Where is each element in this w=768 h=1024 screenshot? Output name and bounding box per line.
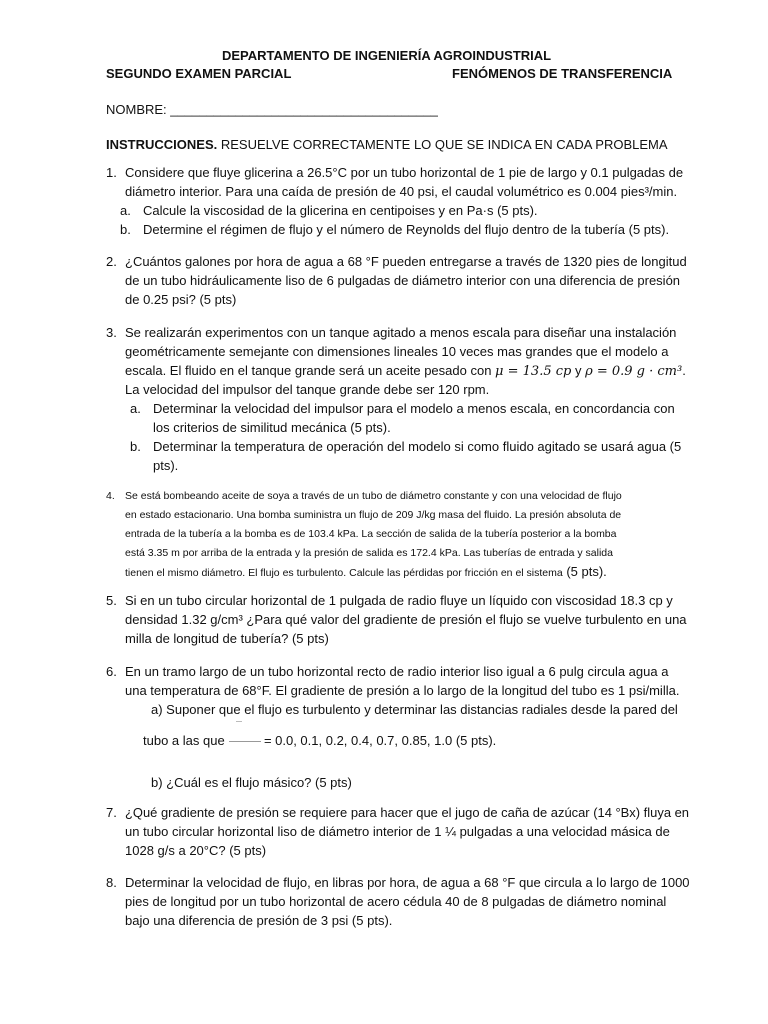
- problem-3-number: 3.: [106, 325, 117, 340]
- problem-8-line: pies de longitud por un tubo horizontal de acero cédula 40 de 8 pulgadas de diámetro nominal: [125, 894, 667, 909]
- problem-1-line: Considere que fluye glicerina a 26.5°C por un tubo horizontal de 1 pie de largo y 0.1 pulgadas de: [125, 165, 684, 180]
- problem-2-number: 2.: [106, 254, 117, 269]
- name-blank: _____________________________________: [170, 102, 438, 117]
- problem-3b-line: pts).: [153, 458, 179, 473]
- problem-6-line: una temperatura de 68°F. El gradiente de presión a lo largo de la longitud del tubo es 1 psi/milla.: [125, 683, 680, 698]
- problem-6a-line-2-values: = 0.0, 0.1, 0.2, 0.4, 0.7, 0.85, 1.0 (5 pts).: [263, 733, 497, 748]
- problem-1b-label: b.: [120, 222, 131, 237]
- problem-4-line: está 3.35 m por arriba de la entrada y la presión de salida es 172.4 kPa. Las tuberías de entrada y salida: [125, 547, 613, 559]
- problem-4-last-text: tienen el mismo diámetro. El flujo es turbulento. Calcule las pérdidas por fricción en el sistema: [125, 567, 563, 579]
- problem-2-line: de 0.25 psi? (5 pts): [125, 292, 237, 307]
- problem-6b-text: b) ¿Cuál es el flujo másico? (5 pts): [151, 775, 352, 790]
- problem-4-points: (5 pts).: [562, 564, 607, 579]
- problem-3a-line: los criterios de similitud mecánica (5 pts).: [153, 420, 391, 435]
- problem-5-line: milla de longitud de tubería? (5 pts): [125, 631, 329, 646]
- problem-3-line: geométricamente semejante con dimensiones lineales 10 veces mas grandes que el modelo a: [125, 344, 669, 359]
- problem-8-line: bajo una diferencia de presión de 3 psi (5 pts).: [125, 913, 393, 928]
- problem-8-number: 8.: [106, 875, 117, 890]
- problem-3b-label: b.: [130, 439, 141, 454]
- problem-6-line: En un tramo largo de un tubo horizontal recto de radio interior liso igual a 6 pulg circula agua a: [125, 664, 669, 679]
- problem-1-number: 1.: [106, 165, 117, 180]
- problem-3a-line: Determinar la velocidad del impulsor para el modelo a menos escala, en concordancia con: [153, 401, 675, 416]
- name-label: NOMBRE:: [106, 102, 167, 117]
- problem-6a-line-2: [143, 731, 496, 750]
- viscosity-formula: μ = 13.5 cp: [495, 364, 572, 379]
- problem-6a-text: a) Suponer que el flujo es turbulento y determinar las distancias radiales desde la pared del: [151, 702, 678, 717]
- problem-7-line: 1028 g/s a 20°C? (5 pts): [125, 843, 267, 858]
- problem-3-conjunction: y: [571, 363, 586, 378]
- problem-7-line: ¿Qué gradiente de presión se requiere para hacer que el jugo de caña de azúcar (14 °Bx) fluya en: [125, 805, 689, 820]
- problem-4-line: entrada de la tubería a la bomba es de 103.4 kPa. La sección de salida de la tubería posterior a la bomba: [125, 528, 617, 540]
- problem-5-line: Si en un tubo circular horizontal de 1 pulgada de radio fluye un líquido con viscosidad 18.3 cp y: [125, 593, 673, 608]
- problem-7-line: un tubo circular horizontal liso de diámetro interior de 1 ¼ pulgadas a una velocidad másica de: [125, 824, 670, 839]
- problem-3a-label: a.: [130, 401, 141, 416]
- problem-1a-label: a.: [120, 203, 131, 218]
- problem-5-line: densidad 1.32 g/cm³ ¿Para qué valor del gradiente de presión el flujo se vuelve turbulento en una: [125, 612, 687, 627]
- problem-3-period: .: [682, 363, 686, 378]
- problem-3-line: Se realizarán experimentos con un tanque agitado a menos escala para diseñar una instalación: [125, 325, 677, 340]
- problem-3-line-3-text: escala. El fluido en el tanque grande será un aceite pesado con: [125, 363, 496, 378]
- problem-2-line: de un tubo hidráulicamente liso de 6 pulgadas de diámetro interior con una diferencia de presión: [125, 273, 681, 288]
- problem-6-number: 6.: [106, 664, 117, 679]
- problem-6a-line-2-pre: tubo a las que: [143, 733, 225, 748]
- problem-1-line: diámetro interior. Para una caída de presión de 40 psi, el caudal volumétrico es 0.004 pies³/min.: [125, 184, 678, 199]
- instructions-text: RESUELVE CORRECTAMENTE LO QUE SE INDICA EN CADA PROBLEMA: [217, 137, 668, 152]
- problem-4-line: en estado estacionario. Una bomba suministra un flujo de 209 J/kg masa del fluido. La presión absoluta de: [125, 509, 622, 521]
- department-title: DEPARTAMENTO DE INGENIERÍA AGROINDUSTRIAL: [222, 48, 552, 63]
- problem-5-number: 5.: [106, 593, 117, 608]
- instructions: [106, 135, 668, 154]
- problem-4-number: 4.: [106, 490, 115, 502]
- subject-title: FENÓMENOS DE TRANSFERENCIA: [452, 66, 673, 81]
- problem-4-last-line: [125, 562, 607, 583]
- density-formula: ρ = 0.9 g · cm³: [585, 364, 683, 379]
- problem-3-line-3: [125, 361, 686, 381]
- problem-2-line: ¿Cuántos galones por hora de agua a 68 °F pueden entregarse a través de 1320 pies de longitud: [125, 254, 687, 269]
- name-row: [106, 100, 438, 119]
- problem-3-line-4: La velocidad del impulsor del tanque grande debe ser 120 rpm.: [125, 382, 490, 397]
- problem-4-line: Se está bombeando aceite de soya a través de un tubo de diámetro constante y con una velocidad de flujo: [125, 490, 622, 502]
- problem-1b-text: Determine el régimen de flujo y el número de Reynolds del flujo dentro de la tubería (5 pts).: [143, 222, 670, 237]
- instructions-label: INSTRUCCIONES.: [106, 137, 218, 152]
- problem-3b-line: Determinar la temperatura de operación del modelo si como fluido agitado se usará agua (5: [153, 439, 682, 454]
- exam-title: SEGUNDO EXAMEN PARCIAL: [106, 66, 292, 81]
- problem-7-number: 7.: [106, 805, 117, 820]
- problem-1a-text: Calcule la viscosidad de la glicerina en centipoises y en Pa·s (5 pts).: [143, 203, 538, 218]
- velocity-ratio-fraction-bar: [229, 741, 261, 742]
- velocity-ratio-numerator-mark: [236, 721, 242, 722]
- problem-8-line: Determinar la velocidad de flujo, en libras por hora, de agua a 68 °F que circula a lo largo de 1000: [125, 875, 690, 890]
